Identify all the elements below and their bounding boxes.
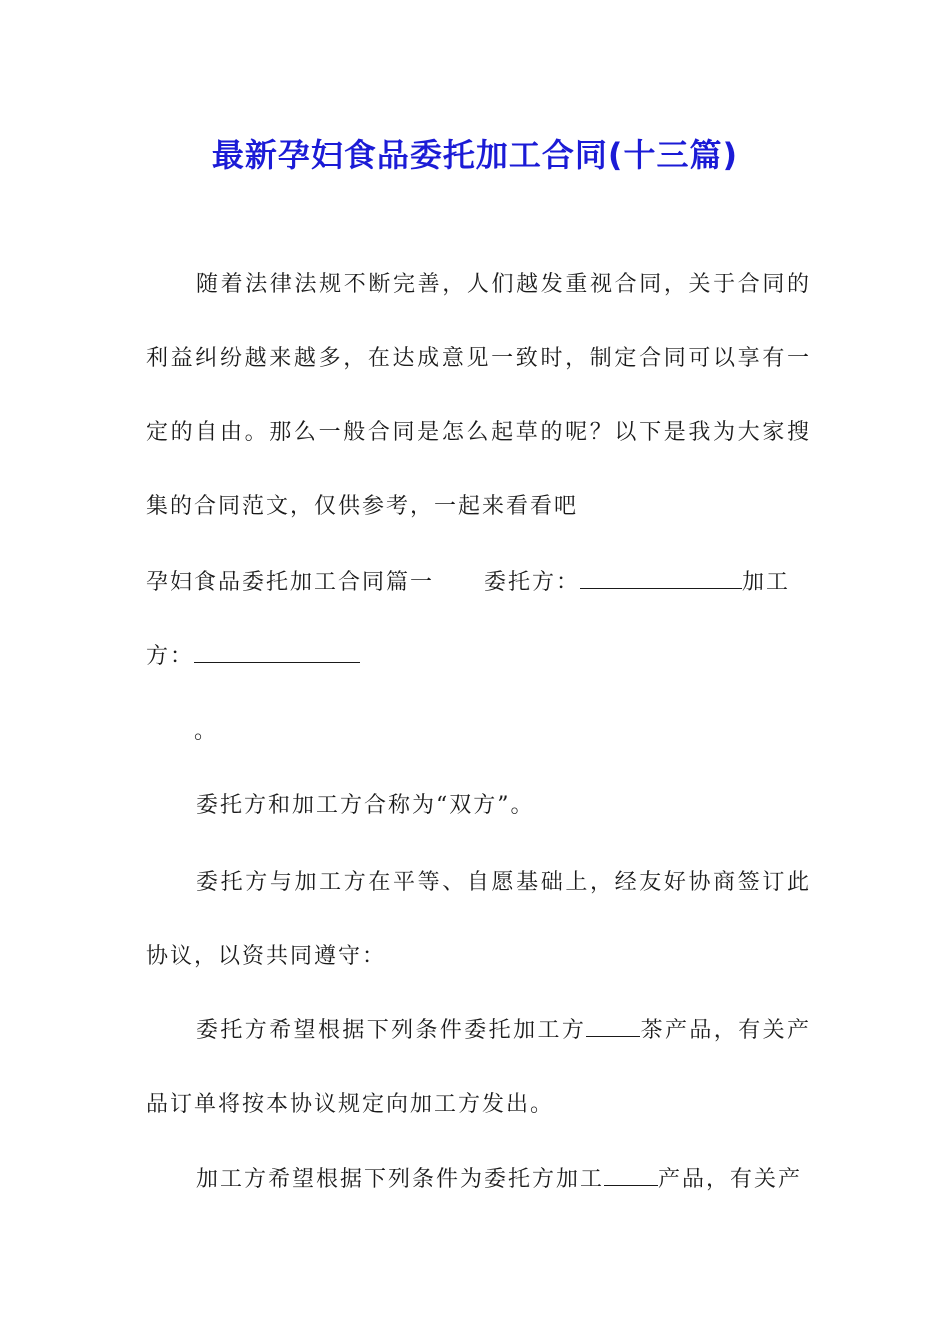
period-mark: 。 <box>194 719 219 744</box>
section-heading: 孕妇食品委托加工合同篇一 <box>146 570 435 595</box>
processor-terms-blank <box>604 1163 658 1186</box>
processor-line <box>146 620 811 694</box>
intro-paragraph: 随着法律法规不断完善，人们越发重视合同，关于合同的利益纠纷越来越多，在达成意见一致时，制定合同可以享有一定的自由。那么一般合同是怎么起草的呢？以下是我为大家搜集的合同范文，仅供参考，一起来看看吧 <box>146 272 811 519</box>
client-label: 委托方： <box>484 570 581 595</box>
client-terms-b: 茶产品，有关产品订单将按本协议规定向加工方发出。 <box>146 1018 811 1117</box>
processor-terms-b: 产品，有关产 <box>658 1167 803 1192</box>
client-terms-blank <box>586 1014 640 1037</box>
client-terms-a: 委托方希望根据下列条件委托加工方 <box>196 1018 587 1043</box>
parties-paragraph: 委托方和加工方合称为“双方”。 <box>196 793 535 818</box>
processor-terms-a: 加工方希望根据下列条件为委托方加工 <box>196 1167 605 1192</box>
agreement-paragraph: 委托方与加工方在平等、自愿基础上，经友好协商签订此协议，以资共同遵守： <box>146 870 811 969</box>
processor-label-b: 方： <box>146 644 195 669</box>
processor-blank <box>194 640 360 663</box>
client-terms-paragraph <box>146 994 811 1142</box>
document-title: 最新孕妇食品委托加工合同(十三篇) <box>211 136 739 174</box>
period-line <box>146 695 811 769</box>
processor-terms-paragraph <box>146 1143 811 1217</box>
client-blank <box>580 566 742 589</box>
processor-label-a: 加工 <box>742 570 791 595</box>
section-heading-line <box>146 546 811 620</box>
